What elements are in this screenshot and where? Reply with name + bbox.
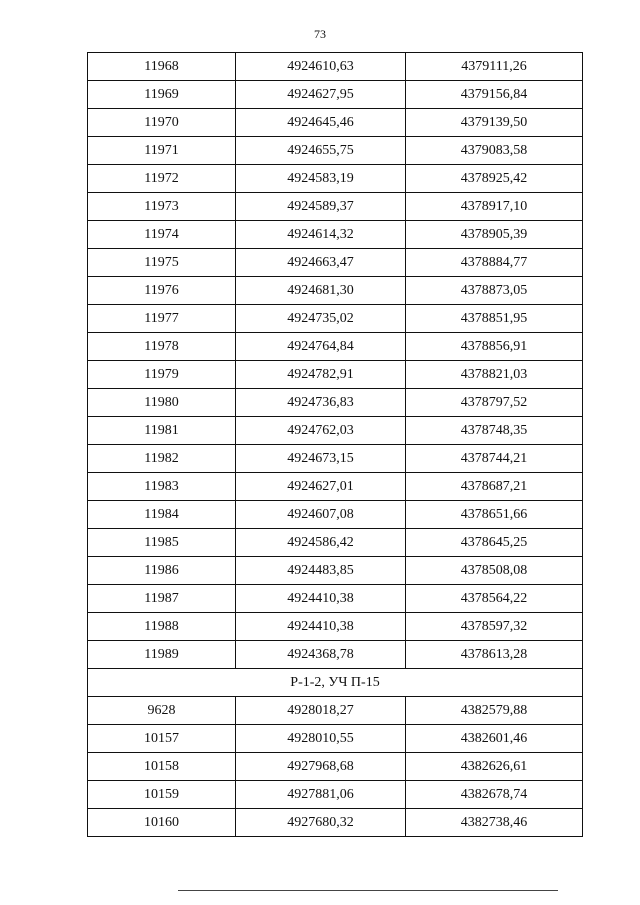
x-coordinate-cell: 4924410,38 bbox=[236, 613, 406, 641]
point-number-cell: 10160 bbox=[88, 809, 236, 837]
x-coordinate-cell: 4927968,68 bbox=[236, 753, 406, 781]
point-number-cell: 11980 bbox=[88, 389, 236, 417]
table-row bbox=[88, 249, 583, 277]
x-coordinate-cell: 4924627,01 bbox=[236, 473, 406, 501]
point-number-cell: 11986 bbox=[88, 557, 236, 585]
point-number-cell: 11977 bbox=[88, 305, 236, 333]
point-number-cell: 11972 bbox=[88, 165, 236, 193]
y-coordinate-cell: 4379139,50 bbox=[406, 109, 583, 137]
x-coordinate-cell: 4924607,08 bbox=[236, 501, 406, 529]
table-row bbox=[88, 641, 583, 669]
x-coordinate-cell: 4924655,75 bbox=[236, 137, 406, 165]
table-row bbox=[88, 193, 583, 221]
y-coordinate-cell: 4378508,08 bbox=[406, 557, 583, 585]
section-heading-row bbox=[88, 669, 583, 697]
table-row bbox=[88, 109, 583, 137]
point-number-cell: 11976 bbox=[88, 277, 236, 305]
point-number-cell: 11975 bbox=[88, 249, 236, 277]
y-coordinate-cell: 4378851,95 bbox=[406, 305, 583, 333]
y-coordinate-cell: 4378687,21 bbox=[406, 473, 583, 501]
table-row bbox=[88, 753, 583, 781]
x-coordinate-cell: 4927680,32 bbox=[236, 809, 406, 837]
y-coordinate-cell: 4379083,58 bbox=[406, 137, 583, 165]
x-coordinate-cell: 4928010,55 bbox=[236, 725, 406, 753]
y-coordinate-cell: 4382626,61 bbox=[406, 753, 583, 781]
x-coordinate-cell: 4924735,02 bbox=[236, 305, 406, 333]
x-coordinate-cell: 4924483,85 bbox=[236, 557, 406, 585]
y-coordinate-cell: 4382579,88 bbox=[406, 697, 583, 725]
point-number-cell: 11969 bbox=[88, 81, 236, 109]
y-coordinate-cell: 4378917,10 bbox=[406, 193, 583, 221]
point-number-cell: 11970 bbox=[88, 109, 236, 137]
table-row bbox=[88, 137, 583, 165]
table-row bbox=[88, 557, 583, 585]
x-coordinate-cell: 4928018,27 bbox=[236, 697, 406, 725]
x-coordinate-cell: 4924736,83 bbox=[236, 389, 406, 417]
x-coordinate-cell: 4924589,37 bbox=[236, 193, 406, 221]
table-row bbox=[88, 501, 583, 529]
section-heading: Р-1-2, УЧ П-15 bbox=[88, 669, 583, 697]
table-row bbox=[88, 613, 583, 641]
table-row bbox=[88, 725, 583, 753]
x-coordinate-cell: 4924586,42 bbox=[236, 529, 406, 557]
x-coordinate-cell: 4924764,84 bbox=[236, 333, 406, 361]
point-number-cell: 11979 bbox=[88, 361, 236, 389]
x-coordinate-cell: 4924762,03 bbox=[236, 417, 406, 445]
point-number-cell: 11973 bbox=[88, 193, 236, 221]
bottom-divider bbox=[178, 890, 558, 891]
y-coordinate-cell: 4378597,32 bbox=[406, 613, 583, 641]
point-number-cell: 11983 bbox=[88, 473, 236, 501]
y-coordinate-cell: 4378905,39 bbox=[406, 221, 583, 249]
x-coordinate-cell: 4924368,78 bbox=[236, 641, 406, 669]
y-coordinate-cell: 4378873,05 bbox=[406, 277, 583, 305]
x-coordinate-cell: 4924627,95 bbox=[236, 81, 406, 109]
point-number-cell: 11984 bbox=[88, 501, 236, 529]
coordinates-table-body-part2 bbox=[88, 697, 583, 837]
y-coordinate-cell: 4379111,26 bbox=[406, 53, 583, 81]
point-number-cell: 11987 bbox=[88, 585, 236, 613]
point-number-cell: 11978 bbox=[88, 333, 236, 361]
x-coordinate-cell: 4924673,15 bbox=[236, 445, 406, 473]
y-coordinate-cell: 4378613,28 bbox=[406, 641, 583, 669]
point-number-cell: 11989 bbox=[88, 641, 236, 669]
x-coordinate-cell: 4924782,91 bbox=[236, 361, 406, 389]
table-row bbox=[88, 361, 583, 389]
x-coordinate-cell: 4924614,32 bbox=[236, 221, 406, 249]
table-row bbox=[88, 221, 583, 249]
x-coordinate-cell: 4924583,19 bbox=[236, 165, 406, 193]
coordinates-table-body-part1 bbox=[88, 53, 583, 669]
y-coordinate-cell: 4378925,42 bbox=[406, 165, 583, 193]
y-coordinate-cell: 4378645,25 bbox=[406, 529, 583, 557]
table-row bbox=[88, 389, 583, 417]
table-row bbox=[88, 305, 583, 333]
point-number-cell: 11974 bbox=[88, 221, 236, 249]
y-coordinate-cell: 4378564,22 bbox=[406, 585, 583, 613]
x-coordinate-cell: 4924410,38 bbox=[236, 585, 406, 613]
table-row bbox=[88, 417, 583, 445]
x-coordinate-cell: 4924645,46 bbox=[236, 109, 406, 137]
table-row bbox=[88, 53, 583, 81]
x-coordinate-cell: 4924663,47 bbox=[236, 249, 406, 277]
y-coordinate-cell: 4379156,84 bbox=[406, 81, 583, 109]
point-number-cell: 11985 bbox=[88, 529, 236, 557]
point-number-cell: 11981 bbox=[88, 417, 236, 445]
page-number: 73 bbox=[314, 27, 326, 41]
table-row bbox=[88, 809, 583, 837]
table-row bbox=[88, 529, 583, 557]
table-row bbox=[88, 333, 583, 361]
table-row bbox=[88, 81, 583, 109]
coordinates-table bbox=[87, 52, 583, 837]
y-coordinate-cell: 4378821,03 bbox=[406, 361, 583, 389]
table-row bbox=[88, 585, 583, 613]
point-number-cell: 11982 bbox=[88, 445, 236, 473]
table-row bbox=[88, 697, 583, 725]
point-number-cell: 11971 bbox=[88, 137, 236, 165]
point-number-cell: 11968 bbox=[88, 53, 236, 81]
y-coordinate-cell: 4382678,74 bbox=[406, 781, 583, 809]
point-number-cell: 10158 bbox=[88, 753, 236, 781]
y-coordinate-cell: 4378748,35 bbox=[406, 417, 583, 445]
y-coordinate-cell: 4378884,77 bbox=[406, 249, 583, 277]
table-row bbox=[88, 473, 583, 501]
point-number-cell: 10157 bbox=[88, 725, 236, 753]
y-coordinate-cell: 4378856,91 bbox=[406, 333, 583, 361]
table-row bbox=[88, 781, 583, 809]
table-row bbox=[88, 445, 583, 473]
point-number-cell: 9628 bbox=[88, 697, 236, 725]
x-coordinate-cell: 4927881,06 bbox=[236, 781, 406, 809]
y-coordinate-cell: 4378744,21 bbox=[406, 445, 583, 473]
table-row bbox=[88, 277, 583, 305]
point-number-cell: 11988 bbox=[88, 613, 236, 641]
section-heading-body bbox=[88, 669, 583, 697]
x-coordinate-cell: 4924681,30 bbox=[236, 277, 406, 305]
table-row bbox=[88, 165, 583, 193]
y-coordinate-cell: 4382738,46 bbox=[406, 809, 583, 837]
y-coordinate-cell: 4378651,66 bbox=[406, 501, 583, 529]
point-number-cell: 10159 bbox=[88, 781, 236, 809]
y-coordinate-cell: 4382601,46 bbox=[406, 725, 583, 753]
x-coordinate-cell: 4924610,63 bbox=[236, 53, 406, 81]
y-coordinate-cell: 4378797,52 bbox=[406, 389, 583, 417]
